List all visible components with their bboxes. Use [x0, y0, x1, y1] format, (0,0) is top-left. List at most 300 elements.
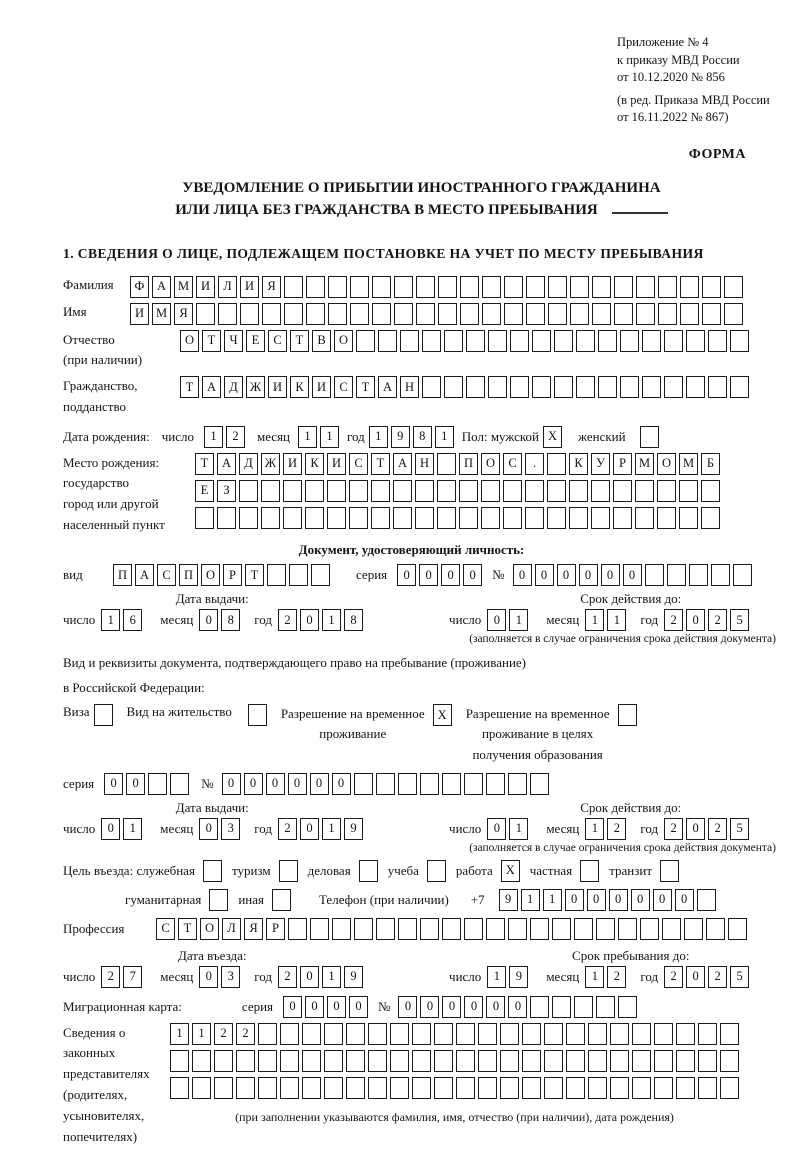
char-cell[interactable]: [486, 918, 505, 940]
char-cell[interactable]: [530, 773, 549, 795]
char-cell[interactable]: 2: [278, 966, 297, 988]
char-cell[interactable]: [574, 996, 593, 1018]
char-cell[interactable]: М: [152, 303, 171, 325]
char-cell[interactable]: 1: [435, 426, 454, 448]
char-cell[interactable]: [591, 480, 610, 502]
char-cell[interactable]: [328, 276, 347, 298]
char-cell[interactable]: Б: [701, 453, 720, 475]
char-cell[interactable]: [554, 330, 573, 352]
char-cell[interactable]: О: [481, 453, 500, 475]
char-cell[interactable]: [686, 330, 705, 352]
char-cell[interactable]: [620, 330, 639, 352]
char-cell[interactable]: М: [174, 276, 193, 298]
char-cell[interactable]: И: [327, 453, 346, 475]
char-cell[interactable]: [349, 507, 368, 529]
char-cell[interactable]: [456, 1050, 475, 1072]
char-cell[interactable]: [548, 276, 567, 298]
char-cell[interactable]: [481, 480, 500, 502]
char-cell[interactable]: [610, 1050, 629, 1072]
char-cell[interactable]: 0: [686, 966, 705, 988]
char-cell[interactable]: [305, 507, 324, 529]
char-cell[interactable]: [434, 1023, 453, 1045]
char-cell[interactable]: 0: [579, 564, 598, 586]
char-cell[interactable]: [420, 773, 439, 795]
char-cell[interactable]: 9: [344, 966, 363, 988]
char-cell[interactable]: П: [113, 564, 132, 586]
char-cell[interactable]: [262, 303, 281, 325]
char-cell[interactable]: 0: [222, 773, 241, 795]
char-cell[interactable]: 2: [226, 426, 245, 448]
char-cell[interactable]: [466, 330, 485, 352]
char-cell[interactable]: [660, 860, 679, 882]
char-cell[interactable]: [642, 330, 661, 352]
char-cell[interactable]: [261, 480, 280, 502]
char-cell[interactable]: [500, 1077, 519, 1099]
char-cell[interactable]: [94, 704, 113, 726]
char-cell[interactable]: [504, 303, 523, 325]
char-cell[interactable]: [508, 773, 527, 795]
char-cell[interactable]: Д: [239, 453, 258, 475]
char-cell[interactable]: [393, 480, 412, 502]
char-cell[interactable]: [618, 996, 637, 1018]
char-cell[interactable]: Ж: [261, 453, 280, 475]
char-cell[interactable]: [284, 303, 303, 325]
char-cell[interactable]: [368, 1023, 387, 1045]
char-cell[interactable]: [460, 303, 479, 325]
char-cell[interactable]: [437, 480, 456, 502]
char-cell[interactable]: [464, 773, 483, 795]
char-cell[interactable]: 3: [221, 818, 240, 840]
char-cell[interactable]: [613, 480, 632, 502]
char-cell[interactable]: 2: [708, 609, 727, 631]
char-cell[interactable]: [566, 1077, 585, 1099]
char-cell[interactable]: [427, 860, 446, 882]
char-cell[interactable]: [444, 330, 463, 352]
char-cell[interactable]: 8: [221, 609, 240, 631]
char-cell[interactable]: [591, 507, 610, 529]
char-cell[interactable]: К: [305, 453, 324, 475]
char-cell[interactable]: [236, 1050, 255, 1072]
char-cell[interactable]: [636, 303, 655, 325]
char-cell[interactable]: [618, 918, 637, 940]
char-cell[interactable]: 0: [535, 564, 554, 586]
char-cell[interactable]: [708, 376, 727, 398]
char-cell[interactable]: [332, 918, 351, 940]
char-cell[interactable]: [679, 480, 698, 502]
char-cell[interactable]: Т: [202, 330, 221, 352]
char-cell[interactable]: 1: [192, 1023, 211, 1045]
char-cell[interactable]: Ж: [246, 376, 265, 398]
char-cell[interactable]: [664, 330, 683, 352]
char-cell[interactable]: А: [378, 376, 397, 398]
char-cell[interactable]: [532, 376, 551, 398]
char-cell[interactable]: 2: [101, 966, 120, 988]
char-cell[interactable]: 1: [509, 609, 528, 631]
char-cell[interactable]: [248, 704, 267, 726]
char-cell[interactable]: 7: [123, 966, 142, 988]
char-cell[interactable]: С: [349, 453, 368, 475]
char-cell[interactable]: [302, 1023, 321, 1045]
char-cell[interactable]: [532, 330, 551, 352]
char-cell[interactable]: И: [130, 303, 149, 325]
char-cell[interactable]: [654, 1050, 673, 1072]
char-cell[interactable]: 0: [398, 996, 417, 1018]
char-cell[interactable]: 1: [369, 426, 388, 448]
char-cell[interactable]: И: [268, 376, 287, 398]
char-cell[interactable]: [720, 1023, 739, 1045]
char-cell[interactable]: 0: [441, 564, 460, 586]
char-cell[interactable]: [324, 1077, 343, 1099]
char-cell[interactable]: [645, 564, 664, 586]
char-cell[interactable]: [306, 303, 325, 325]
char-cell[interactable]: Р: [223, 564, 242, 586]
char-cell[interactable]: [422, 330, 441, 352]
char-cell[interactable]: Я: [174, 303, 193, 325]
char-cell[interactable]: [311, 564, 330, 586]
char-cell[interactable]: [706, 918, 725, 940]
char-cell[interactable]: Д: [224, 376, 243, 398]
char-cell[interactable]: [679, 507, 698, 529]
char-cell[interactable]: [378, 330, 397, 352]
char-cell[interactable]: 8: [344, 609, 363, 631]
char-cell[interactable]: [279, 860, 298, 882]
char-cell[interactable]: [702, 276, 721, 298]
char-cell[interactable]: 0: [487, 818, 506, 840]
char-cell[interactable]: [239, 480, 258, 502]
char-cell[interactable]: 0: [126, 773, 145, 795]
char-cell[interactable]: Л: [222, 918, 241, 940]
char-cell[interactable]: 0: [623, 564, 642, 586]
char-cell[interactable]: П: [179, 564, 198, 586]
char-cell[interactable]: [390, 1050, 409, 1072]
char-cell[interactable]: [552, 996, 571, 1018]
char-cell[interactable]: 0: [601, 564, 620, 586]
char-cell[interactable]: [574, 918, 593, 940]
char-cell[interactable]: [592, 303, 611, 325]
char-cell[interactable]: [698, 1050, 717, 1072]
char-cell[interactable]: [302, 1050, 321, 1072]
char-cell[interactable]: [398, 918, 417, 940]
char-cell[interactable]: [596, 996, 615, 1018]
char-cell[interactable]: 0: [442, 996, 461, 1018]
char-cell[interactable]: [522, 1023, 541, 1045]
char-cell[interactable]: [400, 330, 419, 352]
char-cell[interactable]: [327, 507, 346, 529]
char-cell[interactable]: [708, 330, 727, 352]
char-cell[interactable]: [328, 303, 347, 325]
char-cell[interactable]: О: [201, 564, 220, 586]
char-cell[interactable]: 1: [607, 609, 626, 631]
char-cell[interactable]: И: [312, 376, 331, 398]
char-cell[interactable]: [437, 507, 456, 529]
char-cell[interactable]: [554, 376, 573, 398]
char-cell[interactable]: [510, 330, 529, 352]
char-cell[interactable]: 2: [236, 1023, 255, 1045]
char-cell[interactable]: 0: [686, 609, 705, 631]
char-cell[interactable]: [305, 480, 324, 502]
char-cell[interactable]: [588, 1023, 607, 1045]
char-cell[interactable]: [610, 1023, 629, 1045]
char-cell[interactable]: [486, 773, 505, 795]
char-cell[interactable]: [530, 996, 549, 1018]
char-cell[interactable]: [522, 1077, 541, 1099]
char-cell[interactable]: [598, 330, 617, 352]
char-cell[interactable]: 0: [104, 773, 123, 795]
char-cell[interactable]: [261, 507, 280, 529]
char-cell[interactable]: 0: [463, 564, 482, 586]
char-cell[interactable]: [280, 1023, 299, 1045]
char-cell[interactable]: Н: [400, 376, 419, 398]
char-cell[interactable]: [701, 507, 720, 529]
char-cell[interactable]: [478, 1077, 497, 1099]
char-cell[interactable]: 1: [320, 426, 339, 448]
char-cell[interactable]: 0: [513, 564, 532, 586]
char-cell[interactable]: [394, 303, 413, 325]
char-cell[interactable]: [412, 1050, 431, 1072]
char-cell[interactable]: [236, 1077, 255, 1099]
char-cell[interactable]: [280, 1050, 299, 1072]
char-cell[interactable]: [214, 1050, 233, 1072]
char-cell[interactable]: [618, 704, 637, 726]
char-cell[interactable]: [525, 480, 544, 502]
char-cell[interactable]: [664, 376, 683, 398]
char-cell[interactable]: [488, 330, 507, 352]
char-cell[interactable]: [346, 1077, 365, 1099]
char-cell[interactable]: [390, 1077, 409, 1099]
char-cell[interactable]: [283, 507, 302, 529]
char-cell[interactable]: [730, 330, 749, 352]
char-cell[interactable]: К: [569, 453, 588, 475]
char-cell[interactable]: 1: [487, 966, 506, 988]
char-cell[interactable]: [170, 1050, 189, 1072]
char-cell[interactable]: X: [543, 426, 562, 448]
char-cell[interactable]: [635, 480, 654, 502]
char-cell[interactable]: [354, 918, 373, 940]
char-cell[interactable]: [324, 1023, 343, 1045]
char-cell[interactable]: [569, 480, 588, 502]
char-cell[interactable]: [482, 276, 501, 298]
char-cell[interactable]: [702, 303, 721, 325]
char-cell[interactable]: [588, 1077, 607, 1099]
char-cell[interactable]: Н: [415, 453, 434, 475]
char-cell[interactable]: [544, 1050, 563, 1072]
char-cell[interactable]: Е: [246, 330, 265, 352]
char-cell[interactable]: 1: [585, 818, 604, 840]
char-cell[interactable]: [288, 918, 307, 940]
char-cell[interactable]: 8: [413, 426, 432, 448]
char-cell[interactable]: [503, 480, 522, 502]
char-cell[interactable]: [349, 480, 368, 502]
char-cell[interactable]: И: [196, 276, 215, 298]
char-cell[interactable]: [576, 376, 595, 398]
char-cell[interactable]: .: [525, 453, 544, 475]
char-cell[interactable]: [372, 276, 391, 298]
char-cell[interactable]: [596, 918, 615, 940]
char-cell[interactable]: [258, 1077, 277, 1099]
char-cell[interactable]: 0: [244, 773, 263, 795]
char-cell[interactable]: [415, 507, 434, 529]
char-cell[interactable]: А: [217, 453, 236, 475]
char-cell[interactable]: О: [657, 453, 676, 475]
char-cell[interactable]: [698, 1077, 717, 1099]
char-cell[interactable]: С: [156, 918, 175, 940]
char-cell[interactable]: П: [459, 453, 478, 475]
char-cell[interactable]: 9: [344, 818, 363, 840]
char-cell[interactable]: [508, 918, 527, 940]
char-cell[interactable]: С: [268, 330, 287, 352]
char-cell[interactable]: [667, 564, 686, 586]
char-cell[interactable]: [240, 303, 259, 325]
char-cell[interactable]: [239, 507, 258, 529]
char-cell[interactable]: [724, 276, 743, 298]
char-cell[interactable]: У: [591, 453, 610, 475]
char-cell[interactable]: Т: [178, 918, 197, 940]
char-cell[interactable]: [258, 1050, 277, 1072]
char-cell[interactable]: [203, 860, 222, 882]
char-cell[interactable]: 5: [730, 609, 749, 631]
char-cell[interactable]: Т: [356, 376, 375, 398]
char-cell[interactable]: [569, 507, 588, 529]
char-cell[interactable]: [195, 507, 214, 529]
char-cell[interactable]: [698, 1023, 717, 1045]
char-cell[interactable]: [689, 564, 708, 586]
char-cell[interactable]: [218, 303, 237, 325]
char-cell[interactable]: [500, 1023, 519, 1045]
char-cell[interactable]: [258, 1023, 277, 1045]
char-cell[interactable]: [526, 276, 545, 298]
char-cell[interactable]: 0: [300, 818, 319, 840]
char-cell[interactable]: 1: [298, 426, 317, 448]
char-cell[interactable]: 1: [322, 818, 341, 840]
char-cell[interactable]: [310, 918, 329, 940]
char-cell[interactable]: 0: [266, 773, 285, 795]
char-cell[interactable]: [412, 1077, 431, 1099]
char-cell[interactable]: [676, 1077, 695, 1099]
char-cell[interactable]: 2: [278, 818, 297, 840]
char-cell[interactable]: [730, 376, 749, 398]
char-cell[interactable]: 0: [565, 889, 584, 911]
char-cell[interactable]: [680, 276, 699, 298]
char-cell[interactable]: [684, 918, 703, 940]
char-cell[interactable]: [525, 507, 544, 529]
char-cell[interactable]: [398, 773, 417, 795]
char-cell[interactable]: 0: [283, 996, 302, 1018]
char-cell[interactable]: З: [217, 480, 236, 502]
char-cell[interactable]: [548, 303, 567, 325]
char-cell[interactable]: Я: [262, 276, 281, 298]
char-cell[interactable]: 9: [499, 889, 518, 911]
char-cell[interactable]: 1: [204, 426, 223, 448]
char-cell[interactable]: 0: [420, 996, 439, 1018]
char-cell[interactable]: [481, 507, 500, 529]
char-cell[interactable]: [614, 276, 633, 298]
char-cell[interactable]: К: [290, 376, 309, 398]
char-cell[interactable]: [478, 1023, 497, 1045]
char-cell[interactable]: [434, 1077, 453, 1099]
char-cell[interactable]: [209, 889, 228, 911]
char-cell[interactable]: 1: [585, 966, 604, 988]
char-cell[interactable]: [420, 918, 439, 940]
char-cell[interactable]: [376, 918, 395, 940]
char-cell[interactable]: [412, 1023, 431, 1045]
char-cell[interactable]: [636, 276, 655, 298]
char-cell[interactable]: [217, 507, 236, 529]
char-cell[interactable]: [728, 918, 747, 940]
char-cell[interactable]: [635, 507, 654, 529]
char-cell[interactable]: 1: [170, 1023, 189, 1045]
char-cell[interactable]: [466, 376, 485, 398]
char-cell[interactable]: [570, 276, 589, 298]
char-cell[interactable]: [371, 507, 390, 529]
char-cell[interactable]: [327, 480, 346, 502]
char-cell[interactable]: В: [312, 330, 331, 352]
char-cell[interactable]: [368, 1050, 387, 1072]
char-cell[interactable]: [733, 564, 752, 586]
char-cell[interactable]: И: [283, 453, 302, 475]
char-cell[interactable]: [503, 507, 522, 529]
char-cell[interactable]: 0: [487, 609, 506, 631]
char-cell[interactable]: 0: [300, 966, 319, 988]
char-cell[interactable]: 1: [322, 609, 341, 631]
char-cell[interactable]: [267, 564, 286, 586]
char-cell[interactable]: [657, 507, 676, 529]
char-cell[interactable]: 0: [419, 564, 438, 586]
char-cell[interactable]: 2: [664, 609, 683, 631]
char-cell[interactable]: [376, 773, 395, 795]
char-cell[interactable]: [676, 1050, 695, 1072]
char-cell[interactable]: 3: [221, 966, 240, 988]
char-cell[interactable]: [547, 453, 566, 475]
char-cell[interactable]: [437, 453, 456, 475]
char-cell[interactable]: Р: [613, 453, 632, 475]
char-cell[interactable]: И: [240, 276, 259, 298]
char-cell[interactable]: 1: [322, 966, 341, 988]
char-cell[interactable]: [346, 1023, 365, 1045]
char-cell[interactable]: [642, 376, 661, 398]
char-cell[interactable]: [196, 303, 215, 325]
char-cell[interactable]: [346, 1050, 365, 1072]
char-cell[interactable]: 0: [486, 996, 505, 1018]
char-cell[interactable]: О: [334, 330, 353, 352]
char-cell[interactable]: [372, 303, 391, 325]
char-cell[interactable]: [566, 1050, 585, 1072]
char-cell[interactable]: [526, 303, 545, 325]
char-cell[interactable]: [620, 376, 639, 398]
char-cell[interactable]: [547, 507, 566, 529]
char-cell[interactable]: [592, 276, 611, 298]
char-cell[interactable]: [442, 918, 461, 940]
char-cell[interactable]: [390, 1023, 409, 1045]
char-cell[interactable]: 0: [686, 818, 705, 840]
char-cell[interactable]: Я: [244, 918, 263, 940]
char-cell[interactable]: 1: [101, 609, 120, 631]
char-cell[interactable]: 0: [557, 564, 576, 586]
char-cell[interactable]: [350, 276, 369, 298]
char-cell[interactable]: О: [180, 330, 199, 352]
char-cell[interactable]: 2: [278, 609, 297, 631]
char-cell[interactable]: [284, 276, 303, 298]
char-cell[interactable]: Р: [266, 918, 285, 940]
char-cell[interactable]: Т: [245, 564, 264, 586]
char-cell[interactable]: [354, 773, 373, 795]
char-cell[interactable]: [720, 1077, 739, 1099]
char-cell[interactable]: [192, 1077, 211, 1099]
char-cell[interactable]: [544, 1023, 563, 1045]
char-cell[interactable]: 1: [123, 818, 142, 840]
char-cell[interactable]: [657, 480, 676, 502]
char-cell[interactable]: [214, 1077, 233, 1099]
char-cell[interactable]: 0: [300, 609, 319, 631]
